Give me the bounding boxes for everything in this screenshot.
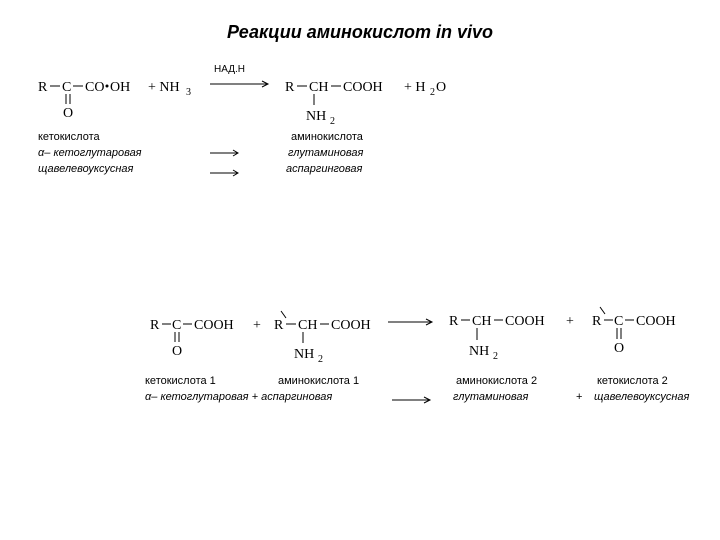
keto1-oxygen: O <box>172 344 183 359</box>
label-amino-2: аминокислота 2 <box>456 375 538 387</box>
amino-item-1: глутаминовая <box>288 147 364 159</box>
label-amino-1: аминокислота 1 <box>278 375 360 387</box>
plus-h2o <box>404 80 446 98</box>
reaction-2 <box>145 307 690 403</box>
product-amino-name: глутаминовая <box>453 391 529 403</box>
keto-oxygen: O <box>63 106 74 121</box>
product-keto-name: щавелевоуксусная <box>594 391 690 403</box>
page-title: Реакции аминокислот in vivo <box>226 22 494 42</box>
label-keto-2: кетокислота 2 <box>597 375 668 387</box>
amino1-nh: NH <box>294 347 315 362</box>
amino-1-structure <box>274 311 371 365</box>
label-keto-1: кетокислота 1 <box>145 375 216 387</box>
keto-item-1: α– кетоглутаровая <box>38 147 142 159</box>
amino-item-2: аспаргинговая <box>286 163 363 175</box>
plus-nh3 <box>148 80 191 98</box>
keto2-cooh: COOH <box>636 314 676 329</box>
amino2-ch: CH <box>472 314 492 329</box>
h2o-subscript: 2 <box>430 87 435 98</box>
dot <box>106 85 109 88</box>
amino-2-structure <box>449 314 545 362</box>
amino1-r: R <box>274 318 284 333</box>
keto-co: CO <box>85 80 105 95</box>
keto-2-structure <box>592 307 676 356</box>
keto2-r: R <box>592 314 602 329</box>
plus-sign-2: + <box>566 314 574 329</box>
nh3-subscript: 3 <box>186 87 191 98</box>
bond-mark <box>281 311 286 318</box>
keto-c: C <box>62 80 72 95</box>
amino-nh: NH <box>306 109 327 124</box>
left-names: α– кетоглутаровая + аспаргиновая <box>145 391 333 403</box>
amino-acid-structure <box>285 80 383 127</box>
plus-h-text: + H <box>404 80 426 95</box>
amino-r: R <box>285 80 295 95</box>
keto1-cooh: COOH <box>194 318 234 333</box>
amino2-r: R <box>449 314 459 329</box>
amino-ch: CH <box>309 80 329 95</box>
keto-item-2: щавелевоуксусная <box>38 163 134 175</box>
keto-acid-structure <box>38 80 130 121</box>
keto2-oxygen: O <box>614 341 625 356</box>
nh2-subscript: 2 <box>330 116 335 127</box>
keto-label: кетокислота <box>38 131 100 143</box>
amino-cooh: COOH <box>343 80 383 95</box>
keto-1-structure <box>150 318 234 359</box>
keto-oh: OH <box>110 80 131 95</box>
amino2-nh-subscript: 2 <box>493 351 498 362</box>
amino2-nh: NH <box>469 344 490 359</box>
keto2-c: C <box>614 314 624 329</box>
plus-sign-3: + <box>576 391 583 403</box>
keto-r: R <box>38 80 48 95</box>
plus-nh-text: + NH <box>148 80 180 95</box>
catalyst-label: НАД.Н <box>214 64 245 75</box>
amino1-cooh: COOH <box>331 318 371 333</box>
amino1-ch: CH <box>298 318 318 333</box>
reaction-1 <box>38 64 446 176</box>
bond-mark <box>600 307 605 314</box>
amino2-cooh: COOH <box>505 314 545 329</box>
h2o-o: O <box>436 80 447 95</box>
keto1-c: C <box>172 318 182 333</box>
plus-sign-1: + <box>253 318 261 333</box>
amino1-nh-subscript: 2 <box>318 354 323 365</box>
keto1-r: R <box>150 318 160 333</box>
amino-label: аминокислота <box>291 131 363 143</box>
